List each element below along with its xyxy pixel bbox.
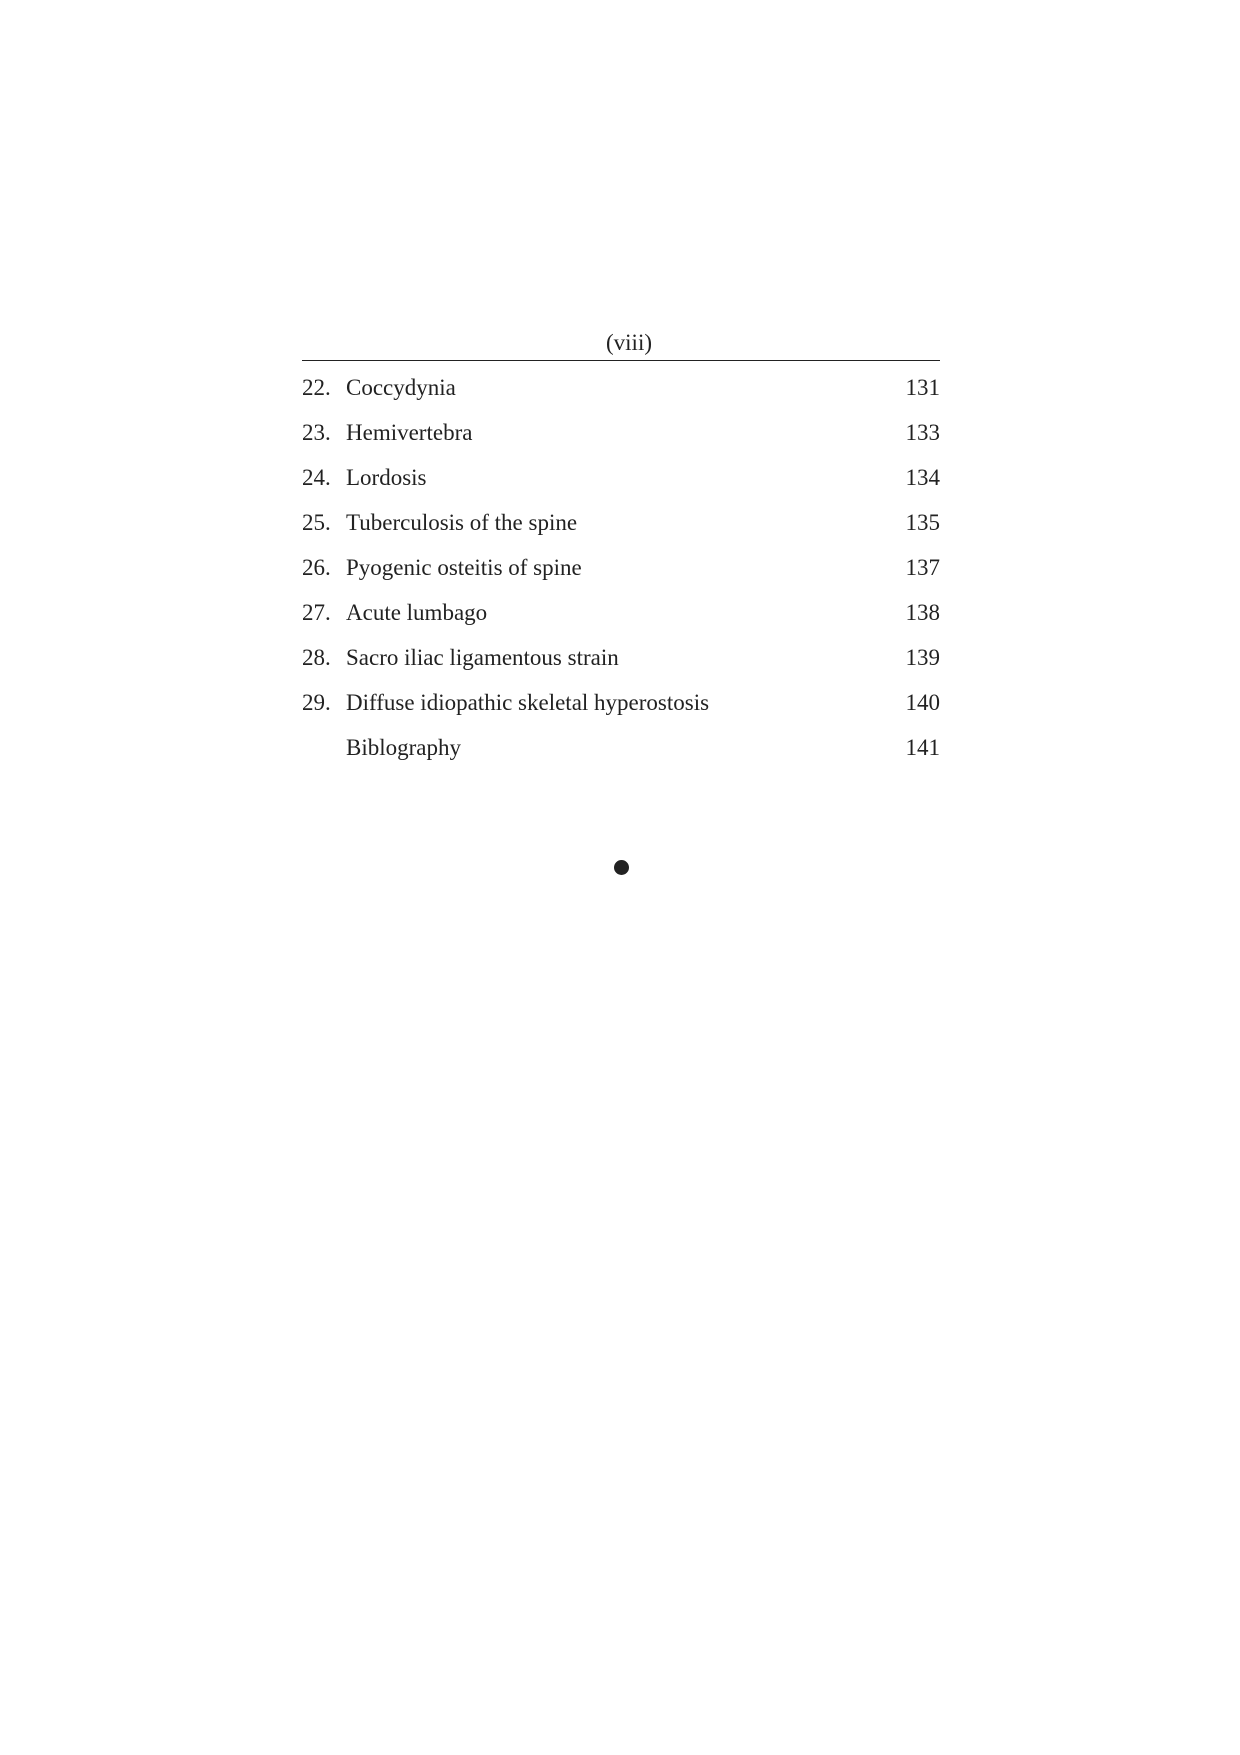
page-number: (viii) xyxy=(606,330,652,355)
toc-entry-number: 26. xyxy=(302,555,331,580)
toc-entry-title: Diffuse idiopathic skeletal hyperostosis xyxy=(346,690,710,715)
toc-entry-title: Acute lumbago xyxy=(346,600,488,625)
header-rule xyxy=(302,360,940,361)
toc-entry-bibliography xyxy=(302,733,940,778)
toc-entry-title: Lordosis xyxy=(346,465,427,490)
toc-entry-title: Tuberculosis of the spine xyxy=(346,510,578,535)
toc-entry-page: 134 xyxy=(905,465,940,490)
toc-entry xyxy=(302,463,940,508)
toc-entry-title: Hemivertebra xyxy=(346,420,473,445)
toc-entry-page: 135 xyxy=(905,510,940,535)
toc-entry xyxy=(302,373,940,418)
toc-entry-page: 141 xyxy=(905,735,940,760)
toc-entry-number: 22. xyxy=(302,375,331,400)
toc-entry-number: 28. xyxy=(302,645,331,670)
bullet-dot-icon xyxy=(614,860,629,875)
toc-entry-number: 29. xyxy=(302,690,331,715)
toc-entry xyxy=(302,553,940,598)
table-of-contents xyxy=(302,328,940,778)
toc-entry-page: 133 xyxy=(905,420,940,445)
toc-entry xyxy=(302,643,940,688)
toc-entry-title: Coccydynia xyxy=(346,375,456,400)
toc-entry-number: 25. xyxy=(302,510,331,535)
toc-entry-page: 131 xyxy=(905,375,940,400)
toc-entry-number: 27. xyxy=(302,600,331,625)
toc-entry-title: Sacro iliac ligamentous strain xyxy=(346,645,619,670)
toc-entry-number: 24. xyxy=(302,465,331,490)
toc-entry-page: 139 xyxy=(905,645,940,670)
toc-entry-title: Biblography xyxy=(346,735,461,760)
toc-entry xyxy=(302,418,940,463)
toc-entry xyxy=(302,688,940,733)
toc-list xyxy=(302,373,940,778)
toc-entry xyxy=(302,598,940,643)
toc-entry-page: 140 xyxy=(905,690,940,715)
toc-entry-number: 23. xyxy=(302,420,331,445)
toc-entry-page: 137 xyxy=(905,555,940,580)
toc-entry-title: Pyogenic osteitis of spine xyxy=(346,555,582,580)
toc-entry-page: 138 xyxy=(905,600,940,625)
toc-entry xyxy=(302,508,940,553)
